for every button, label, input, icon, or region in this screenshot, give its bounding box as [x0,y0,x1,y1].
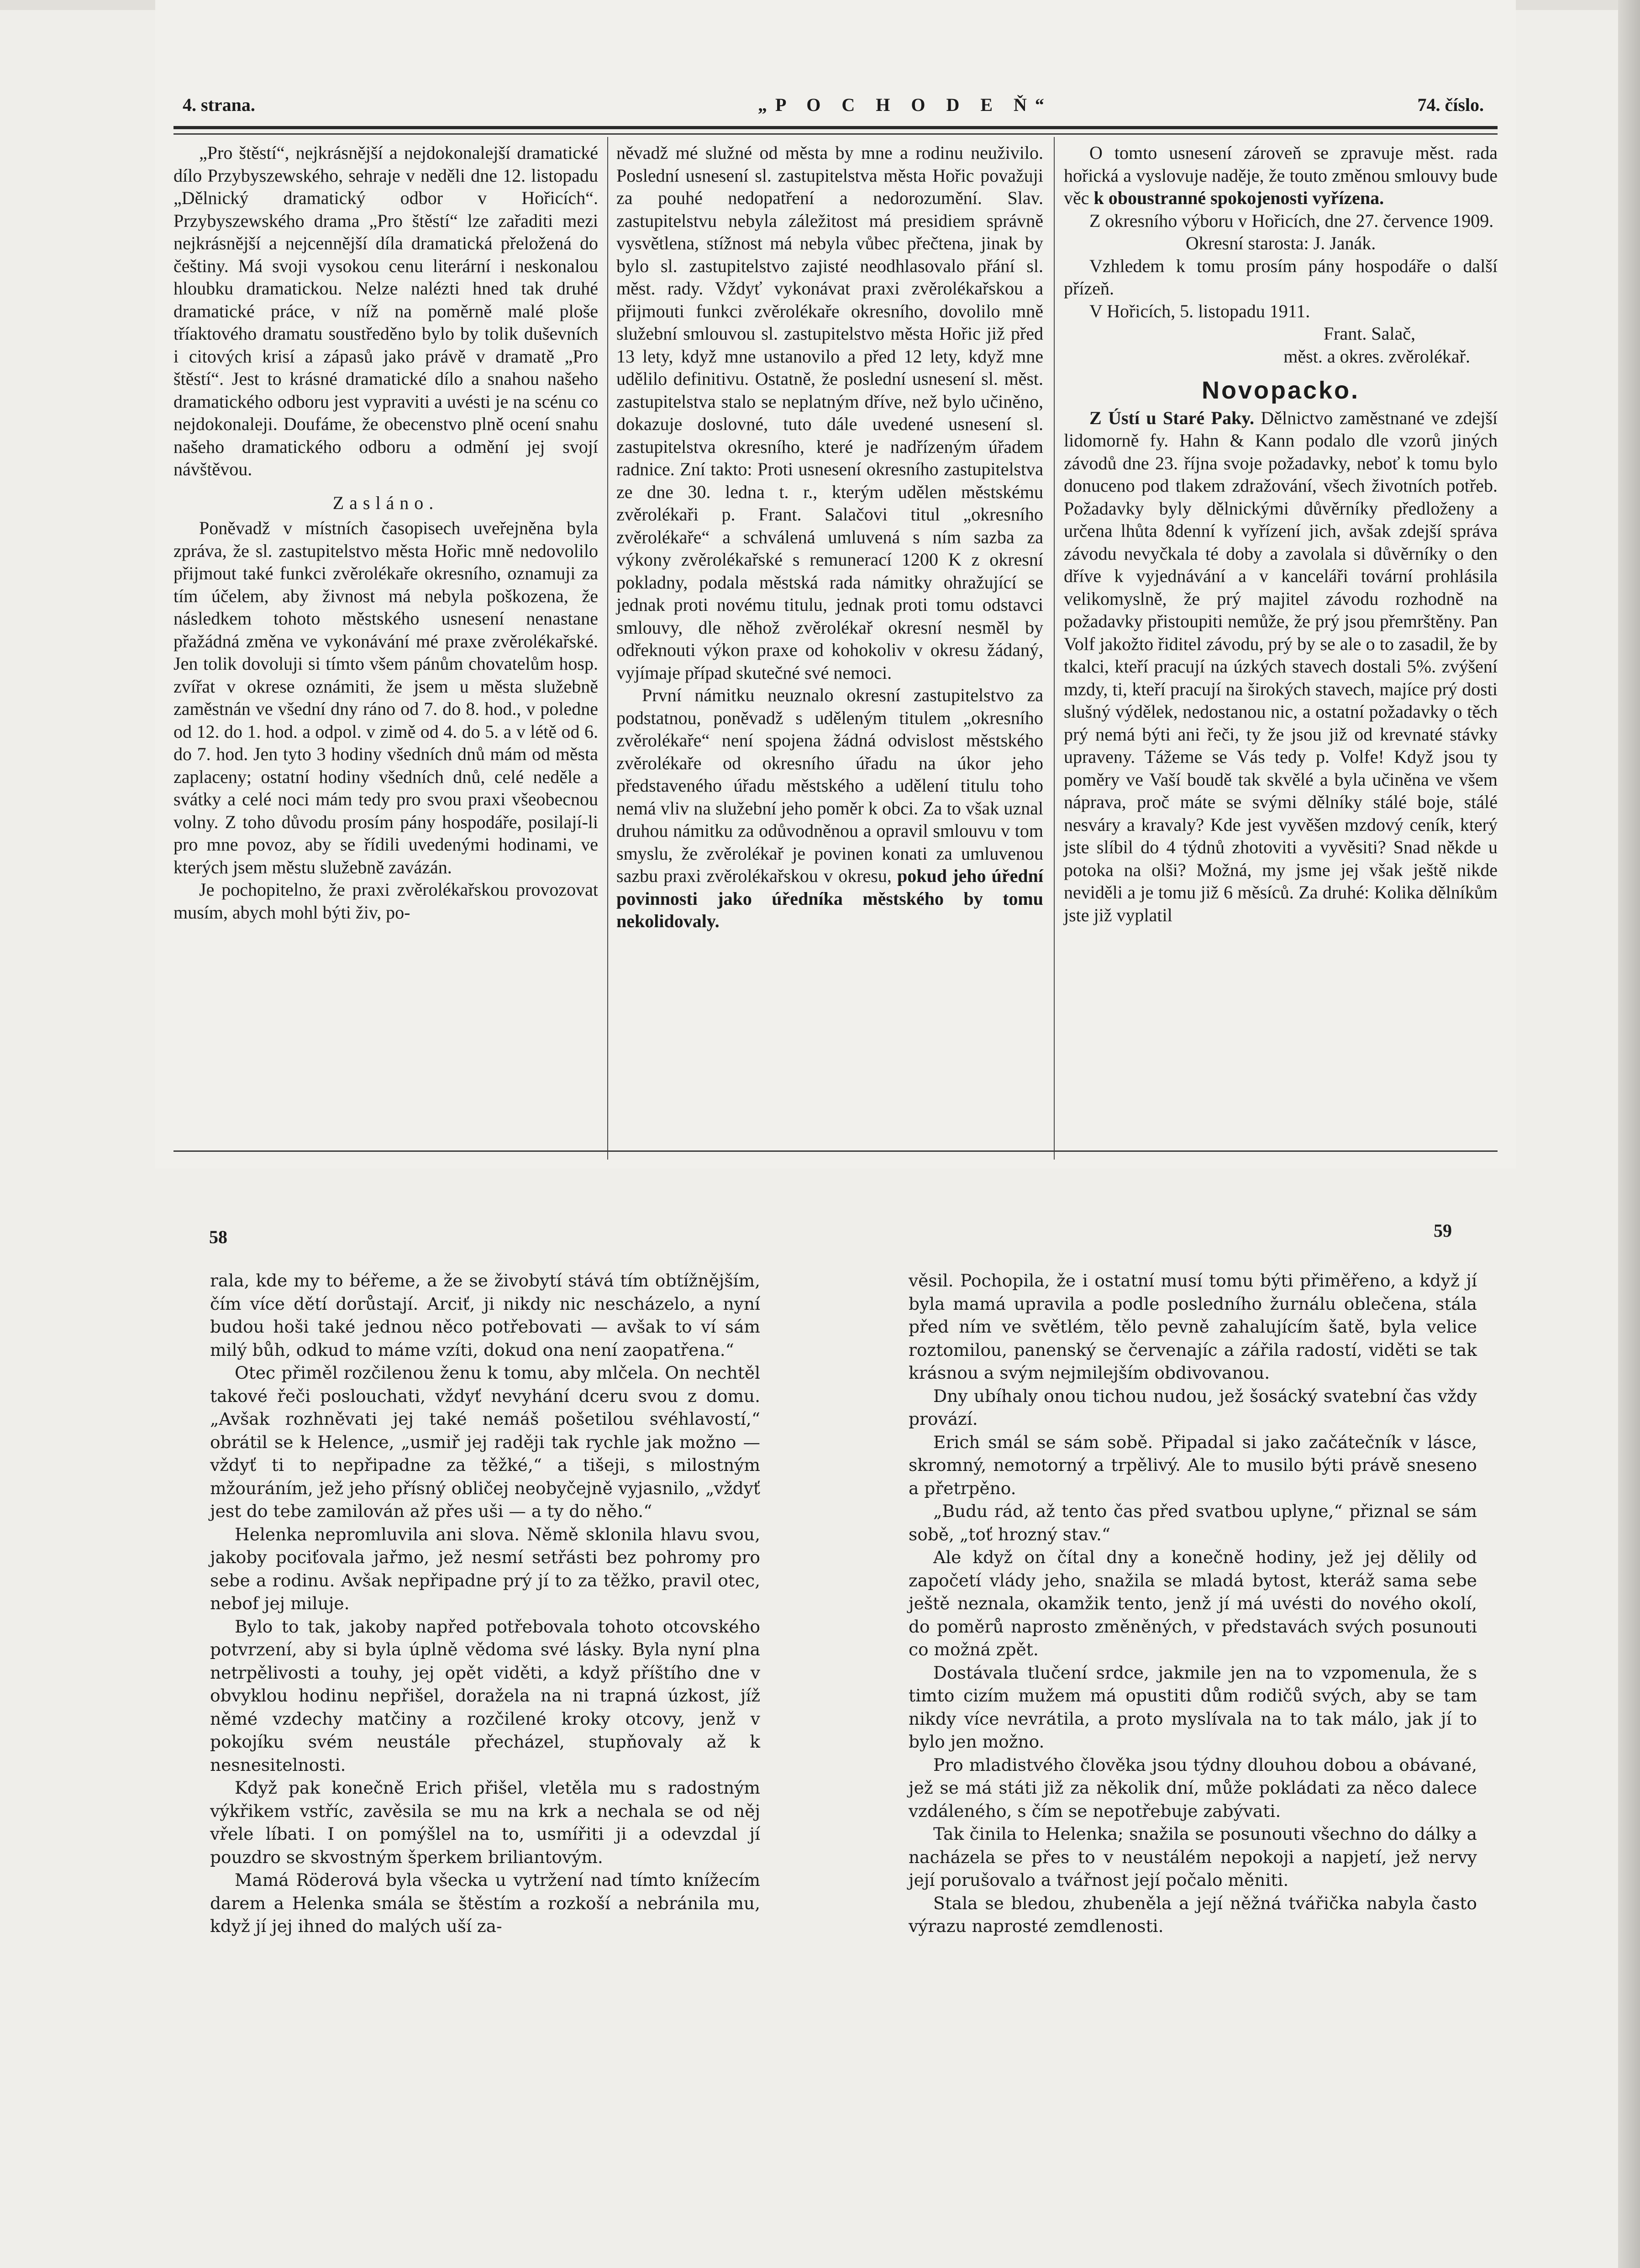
book-paragraph: Stala se bledou, zhubeněla a její něžná tvářička nabyla často výrazu naprosté zemdlenosti. [909,1893,1477,1936]
book-paragraph: Erich smál se sám sobě. Připadal si jako začátečník v lásce, skromný, nemotorný a trpělivý. Ale to musilo býti právě sneseno a přetrpěno. [909,1432,1477,1498]
book-paragraph: věsil. Pochopila, že i ostatní musí tomu býti přiměřeno, a když jí byla mamá upravila a podle posledního žurnálu oblečena, stála před ním ve světlém, tělo pevně zahalujícím šatě, byla velice roztomilou, panenský se červenajíc a zářila radostí, viděti se tak krásnou a svým nejmilejším obdivovanou. [909,1270,1477,1383]
book-page-left [210,1269,760,1938]
newspaper-clipping [155,0,1516,1169]
book-paragraph: Dny ubíhaly onou tichou nudou, jež šosácký svatební čas vždy provází. [909,1386,1477,1429]
column-divider [1054,137,1055,1160]
header-rule-thin [173,133,1498,135]
left-page-number: 58 [209,1227,227,1247]
article-paragraph: Vzhledem k tomu prosím pány hospodáře o další přízeň. [1064,255,1498,299]
book-paragraph: Mamá Röderová byla všecka u vytržení nad tímto knížecím darem a Helenka smála se štěstím a rozkoší a nebránila mu, když jí jej ihned do malých uší za- [210,1870,760,1936]
signature-line: Okresní starosta: J. Janák. [1185,233,1376,253]
article-paragraph: „Pro štěstí“, nejkrásnější a nejdokonalejší dramatické dílo Przybyszewského, sehraje v neděli dne 12. listopadu „Dělnický dramatický odbor v Hořicích“. Przybyszewského drama „Pro štěstí“ lze zařaditi mezi nejkrásnější a nejcennější díla dramatická přeložená do češtiny. Má svoji vysokou cenu literární i neskonalou hloubku dramatickou. Nelze nalézti hned tak druhé dramatické práce, v níž na poměrně malé ploše tříaktového dramatu soustředěno bylo by tolik duševních i citových krisí a zápasů jako právě v dramatě „Pro štěstí“. Jest to krásné dramatické dílo a snahou našeho dramatického odboru jest vypraviti a uvésti je na scénu co nejdokonaleji. Doufáme, že obecenstvo plně ocení snahu našeho dramatického odboru a odmění jej svojí návštěvou. [173,142,598,479]
book-paragraph: rala, kde my to béřeme, a že se živobytí stává tím obtížnějším, čím více dětí dorůstají. Arciť, ji nikdy nic nescházelo, a nyní budou hoši také jednou něco potřebovati — avšak to ví sám milý bůh, odkud to máme vzíti, dokud ona není zaopatřena.“ [210,1270,760,1360]
article-paragraph [1064,142,1498,210]
article-paragraph [1064,407,1498,927]
scan-edge-right [1618,0,1640,2268]
article-paragraph: Z okresního výboru v Hořicích, dne 27. července 1909. [1089,210,1494,231]
book-paragraph: Když pak konečně Erich přišel, vletěla mu s radostným výkřikem vstříc, zavěsila se mu na krk a nechala se od něj vřele líbati. I on pomýšlel na to, usmířiti ji a odevzdal jí pouzdro se skvostným šperkem briliantovým. [210,1778,760,1867]
section-heading: Novopacko. [1201,377,1360,404]
article-text: První námitku neuznalo okresní zastupitelstvo za podstatnou, poněvadž s uděleným titulem „okresního zvěrolékaře“ není spojena žádná odvislost městského zvěrolékaře od okresního úřadu na úkor jeho představeného úřadu městského a udělení titulu toho nemá vliv na služební jeho poměr k obci. Za to však uznal druhou námitku za odůvodněnou a opravil smlouvu v tom smyslu, že zvěrolékař je povinen konati za umluvenou sazbu praxi zvěrolékařskou v okresu, [616,685,1043,886]
right-page-number: 59 [1434,1220,1452,1241]
book-paragraph: Dostávala tlučení srdce, jakmile jen na to vzpomenula, že s timto cizím mužem má opustiti dům rodičů svých, aby se tam nikdy více nevrátila, a proto myslívala na to tak málo, jak jí to bylo jen možno. [909,1662,1477,1752]
book-paragraph: Helenka nepromluvila ani slova. Němě sklonila hlavu svou, jakoby pociťovala jařmo, jež nesmí setřásti bez pohromy pro sebe a rodinu. Avšak nepřipadne prý jí to za těžko, pravil otec, nebof jej miluje. [210,1524,760,1613]
page-label: 4. strana. [183,94,255,115]
book-paragraph: Ale když on čítal dny a konečně hodiny, jež jej dělily od započetí vlády jeho, snažila se mladá bytost, kteráž sama sebe ještě neznala, okamžik tento, jenž jí má uvésti do nového okolí, do poměrů naprosto změněných, v představách svých posunouti co možná zpět. [909,1547,1477,1659]
article-paragraph: něvadž mé služné od města by mne a rodinu neuživilo. Poslední usnesení sl. zastupitelstva města Hořic považuji za pouhé nedopatření a nedorozumění. Slav. zastupitelstvu nebyla záležitost má presidiem správně vysvětlena, stížnost má nebyla vůbec přečtena, jinak by bylo sl. zastupitelstvo zajisté neodhlasovalo přání sl. měst. rady. Vždyť vykonávat praxi zvěrolékařskou a přijmouti funkci zvěrolékaře okresního, dovolilo mně služební smlouvou sl. zastupitelstvo města Hořic již před 13 lety, když mne ustanovilo a před 12 lety, když mne udělilo definitivu. Ostatně, že poslední usnesení sl. měst. zastupitelstva stalo se neplatným dříve, než bylo učiněno, dokazuje doslovné, tuto dále uvedené usnesení sl. zastupitelstva okresního, které je nadřízeným úřadem radnice. Zní takto: Proti usnesení okresního zastupitelstva ze dne 30. ledna t. r., kterým udělen městskému zvěrolékaři p. Frant. Salačovi titul „okresního zvěrolékaře“ a schválená umluvená s ním sazba za výkony zvěrolékařské s remunerací 1200 K z okresní pokladny, podala městská rada námitky ohražující se jednak proti novému titulu, jednak proti tomu odstavci smlouvy, dle něhož zvěrolékař okresní nesměl by odřeknouti výkon praxe od kohokoliv v okresu žádaný, vyjímaje případ skutečné své nemoci. [616,142,1043,683]
book-paragraph: Otec přiměl rozčilenou ženu k tomu, aby mlčela. On nechtěl takové řeči poslouchati, vždyť nevyhání dceru svou z domu. „Avšak rozhněvati jej také nemáš pošetilou svéhlavostí,“ obrátil se k Helence, „usmiř jej raději tak rychle jak možno — vždyť ti to nepřipadne za těžké,“ a tišeji, s milostným mžouráním, jež jeho přísný obličej neobyčejně vyjasnilo, „vždyť jest do tebe zamilován až přes uši — a ty do něho.“ [210,1363,760,1521]
masthead-title: „P O C H O D E Ň“ [758,94,1052,115]
issue-label: 74. číslo. [1417,94,1484,115]
article-heading: Zasláno. [332,492,439,513]
article-paragraph: Poněvadž v místních časopisech uveřejněna byla zpráva, že sl. zastupitelstvo města Hořic mně nedovolilo přijmout také funkci zvěrolékaře okresního, oznamuji za tím účelem, aby živnost má nebyla poškozena, že následkem tohoto městského usnesení nenastane přažádná změna ve vykonávání mé praxe zvěrolékařské. Jen tolik dovoluji si tímto všem pánům chovatelům hosp. zvířat v okrese oznámiti, že jsem u města služebně zaměstnán ve všední dny ráno od 7. do 8. hod., v poledne od 12. do 1. hod. a odpol. v zimě od 4. do 5. a v létě od 6. do 7. hod. Jen tyto 3 hodiny všedních dnů mám od města zaplaceny; ostatní hodiny všedních dnů, celé neděle a svátky a celé noci mám tedy pro svou praxi všeobecnou volny. Z toho důvodu prosím pány hospodáře, posilají-li pro mne povoz, aby se řídili uvedenými hodinami, ve kterých jsem městu služebně zavázán. [173,518,598,877]
column-divider [607,137,608,1160]
header-rule-thick [173,126,1498,129]
book-page-right [909,1269,1477,1938]
newspaper-column-2 [616,142,1043,933]
article-paragraph: Je pochopitelno, že praxi zvěrolékařskou provozovat musím, abych mohl býti živ, po- [173,879,598,923]
newspaper-column-1 [173,142,598,924]
article-bold-text: pokud jeho úřední povinnosti jako úředníka městského by tomu nekolidovaly. [616,866,1043,931]
signature-title: měst. a okres. zvěrolékař. [1283,346,1470,367]
article-text: O tomto usnesení zároveň se zpravuje měst. rada hořická a vyslovuje naděje, že touto změnou smlouvy bude věc [1064,142,1498,208]
book-paragraph: Tak činila to Helenka; snažila se posunouti všechno do dálky a nacházela se přes to v neustálém nepokoji a napjetí, jež nervy její porušovalo a tvářnost její počalo měniti. [909,1824,1477,1890]
signature-name: Frant. Salač, [1323,323,1415,344]
book-paragraph: Bylo to tak, jakoby napřed potřebovala tohoto otcovského potvrzení, aby si byla úplně vědoma své lásky. Byla nyní plna netrpělivosti a touhy, jej opět viděti, a když příštího dne v obvyklou hodinu nepřišel, doražela na ni trapná úzkost, jíž němé vzdechy matčiny a rozčilené kroky otcovy, jenž v pokojíku svém neustále přecházel, stupňovaly až k nesnesitelnosti. [210,1616,760,1775]
footer-rule [173,1150,1498,1152]
newspaper-header [173,89,1498,126]
article-paragraph [616,684,1043,933]
newspaper-column-3 [1064,142,1498,926]
book-paragraph: Pro mladistvého člověka jsou týdny dlouhou dobou a obávané, jež se má státi již za několik dní, může pokládati za něco dalece vzdáleného, s čím se nepotřebuje zabývati. [909,1754,1477,1821]
article-text: Dělnictvo zaměstnané ve zdejší lidomorně fy. Hahn & Kann podalo dle vzorů jiných závodů dne 23. října svoje požadavky, neboť k tomu bylo donuceno pod tlakem zdražování, všech životních potřeb. Požadavky byly dělnickými důvěrníky předloženy a určena lhůta 8denní k vyřízení jich, avšak zdejší správa závodu nevyčkala té doby a zavolala si důvěrníky o den dříve k vyjednávání a v kanceláři tovární prohlásila velikomyslně, že prý majitel závodu rozhodně na požadavky přistoupiti nemůže, že prý jsou přemrštěny. Pan Volf jakožto řiditel závodu, prý by se ale o to zasadil, že by tkalci, kteří pracují na úzkých stavech dostali 5%. zvýšení mzdy, ti, kteří pracují na širokých stavech, majíce prý dosti slušný výdělek, nedostanou nic, a ostatní požadavky o těch prý nemá býti ani řeči, ty že jsou již od krevnaté stávky upraveny. Tážeme se Vás tedy p. Volfe! Když jsou ty poměry ve Vaší boudě tak skvělé a byla učiněna ve všem náprava, proč máte se svými dělníky stálé boje, stálé nesváry a kravaly? Kde jest vyvěšen mzdový ceník, který jste slíbil do 4 týdnů zhotoviti a vyvěsiti? Snad někde u potoka na olši? Možná, my jsme jej však ještě nikde neviděli a je tomu již 6 měsíců. Za druhé: Kolika dělníkům jste již vyplatil [1064,407,1498,925]
article-lead: Z Ústí u Staré Paky. [1089,407,1254,428]
article-bold-text: k oboustranné spokojenosti vyřízena. [1093,188,1384,208]
article-paragraph: V Hořicích, 5. listopadu 1911. [1089,300,1310,321]
book-paragraph: „Budu rád, až tento čas před svatbou uplyne,“ přiznal se sám sobě, „toť hrozný stav.“ [909,1501,1477,1544]
